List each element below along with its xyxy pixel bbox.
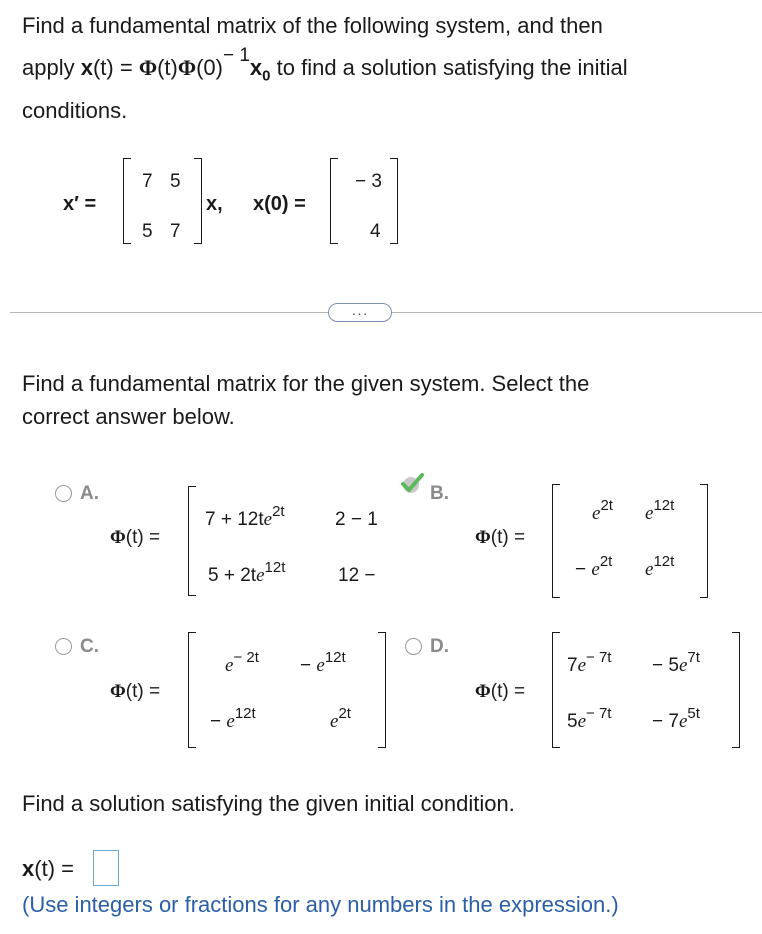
matrix-left-bracket — [188, 486, 196, 596]
answer-input[interactable] — [93, 850, 119, 886]
matrix-cell: $e^{12t}$ — [645, 552, 675, 580]
matrix-cell: 7 — [170, 221, 181, 242]
option-b-label: B. — [430, 483, 449, 504]
matrix-cell: $e^{12t}$ — [645, 496, 675, 524]
x0-subscript: 0 — [262, 67, 271, 85]
matrix-right-bracket — [700, 484, 708, 598]
phi-label: Φ(t) = — [475, 681, 526, 702]
option-d[interactable] — [400, 620, 762, 760]
phi-label: Φ(t) = — [110, 681, 161, 702]
matrix-left-bracket — [188, 632, 196, 748]
matrix-right-bracket — [378, 632, 386, 748]
matrix-cell: $7 + 12te^{2t}$ — [205, 502, 285, 530]
option-b[interactable] — [400, 470, 762, 610]
matrix-cell: 7 — [142, 171, 153, 192]
matrix-cell: $7e^{- 7t}$ — [567, 648, 612, 676]
x-bold: x — [80, 55, 93, 80]
phi-label: Φ(t) = — [110, 527, 161, 548]
option-a-label: A. — [80, 483, 99, 504]
matrix-cell: 2 − 1 — [335, 509, 378, 530]
ic-value: 4 — [370, 221, 381, 242]
radio-option-d[interactable] — [405, 638, 422, 655]
question-line-1: Find a fundamental matrix for the given system. Select the — [22, 371, 590, 396]
option-c-label: C. — [80, 636, 99, 657]
matrix-left-bracket — [552, 484, 560, 598]
matrix-cell: $5e^{- 7t}$ — [567, 704, 612, 732]
apply-text: apply — [22, 55, 81, 80]
radio-option-c[interactable] — [55, 638, 72, 655]
solution-label: x(t) = — [22, 856, 74, 881]
matrix-cell: − $7e^{5t}$ — [652, 704, 700, 732]
phi-symbol: Φ — [138, 55, 158, 80]
phi-label: Φ(t) = — [475, 527, 526, 548]
rest-text: to find a solution satisfying the initial — [270, 55, 628, 80]
matrix-cell: − $e^{2t}$ — [575, 552, 613, 580]
ic-value: − 3 — [355, 171, 382, 192]
matrix-cell: − $e^{12t}$ — [300, 648, 346, 676]
phi-symbol: Φ — [177, 55, 197, 80]
option-c[interactable] — [0, 620, 400, 760]
radio-option-a[interactable] — [55, 485, 72, 502]
matrix-cell: 5 — [142, 221, 153, 242]
zero-paren: (0) — [196, 55, 223, 80]
matrix-cell: 5 — [170, 171, 181, 192]
inverse-exponent: − 1 — [222, 44, 250, 66]
matrix-cell: $5 + 2te^{12t}$ — [208, 558, 286, 586]
matrix-right-bracket — [732, 632, 740, 748]
x0-bold: x — [249, 55, 263, 80]
option-d-label: D. — [430, 636, 449, 657]
answer-hint: (Use integers or fractions for any numbers in the expression.) — [22, 892, 619, 917]
ic-left-bracket — [330, 158, 338, 244]
matrix-cell: − $5e^{7t}$ — [652, 648, 700, 676]
solution-prompt: Find a solution satisfying the given initial condition. — [22, 791, 515, 816]
initial-condition-label: x(0) = — [253, 193, 306, 215]
ic-right-bracket — [390, 158, 398, 244]
option-a[interactable] — [0, 478, 400, 608]
matrix-cell: 12 − — [338, 565, 376, 586]
matrix-cell: − $e^{12t}$ — [210, 704, 256, 732]
x-prime-label: x′ = — [63, 193, 97, 215]
matrix-left-bracket — [123, 158, 131, 244]
question-line-2: correct answer below. — [22, 404, 235, 429]
expand-more-button[interactable]: ··· — [328, 303, 392, 322]
matrix-left-bracket — [552, 632, 560, 748]
matrix-cell: $e^{2t}$ — [592, 496, 613, 524]
x-comma: x, — [206, 193, 223, 215]
matrix-right-bracket — [194, 158, 202, 244]
matrix-cell: $e^{2t}$ — [330, 704, 351, 732]
problem-line-1: Find a fundamental matrix of the following system, and then — [22, 13, 603, 38]
t-eq: (t) = — [92, 55, 139, 80]
check-icon — [400, 472, 424, 496]
t-paren: (t) — [157, 55, 178, 80]
problem-line-2 — [22, 44, 628, 85]
problem-line-3: conditions. — [22, 98, 128, 123]
matrix-cell: $e^{- 2t}$ — [225, 648, 259, 676]
system-equation — [0, 150, 762, 260]
